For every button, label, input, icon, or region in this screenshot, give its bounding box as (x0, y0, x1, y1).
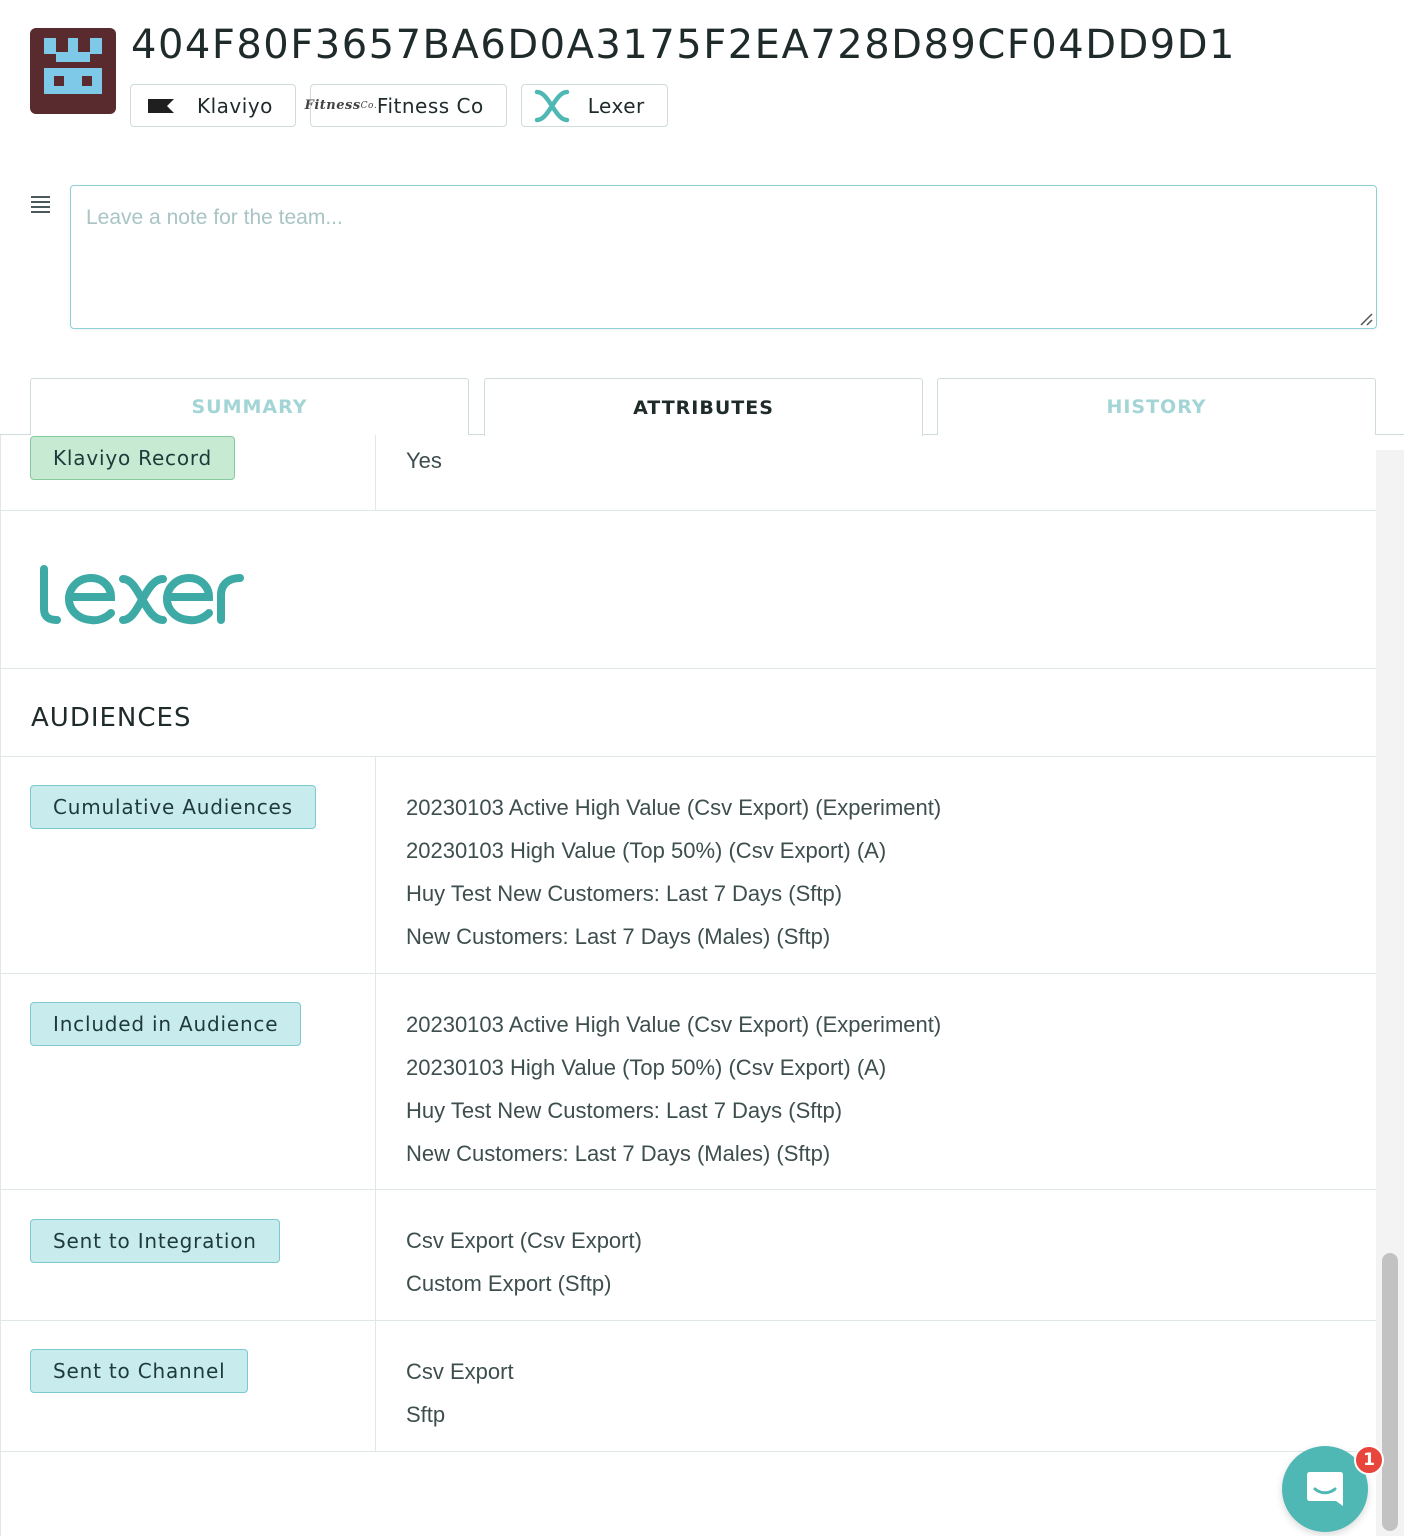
source-label: Klaviyo (197, 93, 273, 118)
attribute-tag-klaviyo-record: Klaviyo Record (30, 436, 235, 480)
source-label: Lexer (587, 93, 645, 118)
profile-avatar (30, 28, 116, 114)
team-note-input[interactable] (70, 185, 1377, 329)
note-lines-icon (31, 196, 50, 216)
integration-value: Custom Export (Sftp) (406, 1271, 612, 1296)
attribute-values (406, 439, 442, 482)
attribute-tag-included-in-audience: Included in Audience (30, 1002, 301, 1046)
tab-history[interactable]: HISTORY (937, 378, 1376, 435)
fitness-logo-text: Fitness (304, 97, 361, 113)
attribute-value: Yes (406, 448, 442, 473)
source-chip-klaviyo[interactable] (130, 84, 296, 127)
audience-value: New Customers: Last 7 Days (Males) (Sftp) (406, 924, 831, 949)
attribute-row-sent-to-integration (1, 1190, 1376, 1321)
attributes-panel (0, 435, 1376, 1536)
fitness-co-logo (304, 91, 378, 121)
profile-tabs (30, 378, 1404, 435)
audience-value: 20230103 High Value (Top 50%) (Csv Export) (A) (406, 1055, 887, 1080)
audience-value: 20230103 High Value (Top 50%) (Csv Export) (A) (406, 838, 887, 863)
audience-value: 20230103 Active High Value (Csv Export) (Experiment) (406, 1012, 942, 1037)
attribute-tag-sent-to-channel: Sent to Channel (30, 1349, 248, 1393)
attribute-tag-cumulative-audiences: Cumulative Audiences (30, 785, 316, 829)
audience-value: New Customers: Last 7 Days (Males) (Sftp) (406, 1141, 831, 1166)
audience-value: Huy Test New Customers: Last 7 Days (Sftp) (406, 881, 843, 906)
profile-id: 404F80F3657BA6D0A3175F2EA728D89CF04DD9D1 (131, 22, 1236, 68)
scrollbar-thumb[interactable] (1382, 1253, 1398, 1531)
source-label: Fitness Co (376, 93, 484, 118)
audience-value: Huy Test New Customers: Last 7 Days (Sftp) (406, 1098, 843, 1123)
attribute-row-klaviyo-record (1, 435, 1376, 511)
resize-grip-icon[interactable] (1357, 310, 1373, 326)
integration-value: Csv Export (Csv Export) (406, 1228, 642, 1253)
fitness-logo-subtext: Co. (360, 100, 378, 111)
attribute-values (406, 1219, 642, 1305)
source-chip-lexer[interactable] (521, 84, 668, 127)
channel-value: Sftp (406, 1402, 446, 1427)
chat-bubble-icon (1304, 1468, 1346, 1510)
unread-count-badge: 1 (1354, 1445, 1384, 1475)
attribute-row-cumulative-audiences (1, 757, 1376, 974)
attribute-row-sent-to-channel (1, 1321, 1376, 1452)
tab-attributes[interactable]: ATTRIBUTES (484, 378, 923, 436)
lexer-logo (39, 565, 244, 629)
audience-value: 20230103 Active High Value (Csv Export) (Experiment) (406, 795, 942, 820)
channel-value: Csv Export (406, 1359, 514, 1384)
lexer-section-header (1, 511, 1376, 669)
source-list (130, 84, 668, 127)
attribute-row-included-in-audience (1, 974, 1376, 1190)
attribute-values (406, 1003, 941, 1175)
audiences-title: AUDIENCES (31, 703, 192, 733)
source-chip-fitness-co[interactable] (304, 84, 507, 127)
profile-header (0, 0, 1404, 150)
attribute-values (406, 1350, 514, 1436)
klaviyo-flag-icon (139, 91, 183, 121)
tab-summary[interactable]: SUMMARY (30, 378, 469, 435)
attribute-tag-sent-to-integration: Sent to Integration (30, 1219, 280, 1263)
audiences-section-header (1, 669, 1376, 757)
attribute-values (406, 786, 941, 958)
lexer-x-icon (530, 91, 574, 121)
